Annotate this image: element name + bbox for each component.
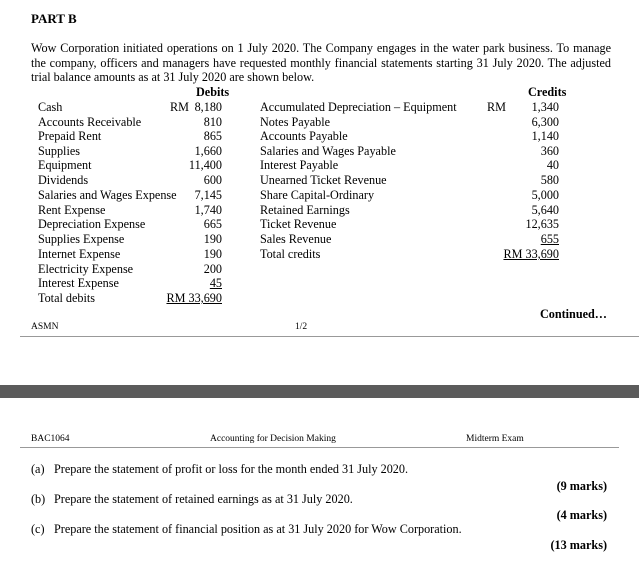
credit-amount: 12,635 <box>525 217 559 231</box>
debit-amount: 200 <box>203 262 222 276</box>
credit-name: Accounts Payable <box>260 129 348 143</box>
debits-header: Debits <box>196 85 230 99</box>
credit-name: Sales Revenue <box>260 232 332 246</box>
debit-amount: 810 <box>203 115 222 129</box>
debit-name: Accounts Receivable <box>38 115 142 129</box>
credit-name: Accumulated Depreciation – Equipment <box>260 100 457 114</box>
debit-amount: 865 <box>203 129 222 143</box>
debit-amount: 190 <box>203 232 222 246</box>
debit-name: Prepaid Rent <box>38 129 102 143</box>
debit-currency: RM <box>170 100 189 114</box>
debit-name: Electricity Expense <box>38 262 134 276</box>
credit-name: Notes Payable <box>260 115 331 129</box>
credit-amount: 6,300 <box>531 115 559 129</box>
question-text: Prepare the statement of financial position as at 31 July 2020 for Wow Corporation. <box>54 522 462 536</box>
debit-amount: 1,660 <box>194 144 222 158</box>
debit-name: Dividends <box>38 173 89 187</box>
debit-name: Supplies <box>38 144 80 158</box>
question-label: (b) <box>31 492 46 506</box>
debit-name: Cash <box>38 100 63 114</box>
question-label: (c) <box>31 522 45 536</box>
credit-currency: RM <box>487 100 506 114</box>
footer-rule <box>20 336 639 337</box>
question-marks: (9 marks) <box>556 479 607 493</box>
part-title: PART B <box>31 11 77 26</box>
credit-amount: 5,640 <box>531 203 559 217</box>
debit-amount: 190 <box>203 247 222 261</box>
debit-amount: 8,180 <box>194 100 222 114</box>
page-number: 1/2 <box>295 322 308 332</box>
debit-amount: 45 <box>209 276 222 290</box>
credit-name: Share Capital-Ordinary <box>260 188 375 202</box>
footer-initials: ASMN <box>31 322 59 332</box>
credit-amount: 580 <box>540 173 559 187</box>
debit-name: Equipment <box>38 158 92 172</box>
debits-total: RM 33,690 <box>166 291 222 305</box>
credits-total: RM 33,690 <box>503 247 559 261</box>
credit-amount: 5,000 <box>531 188 559 202</box>
debit-amount: 7,145 <box>194 188 222 202</box>
credit-amount: 1,140 <box>531 129 559 143</box>
credits-header: Credits <box>528 85 567 99</box>
debit-amount: 11,400 <box>188 158 222 172</box>
course-title: Accounting for Decision Making <box>210 434 336 444</box>
credit-name: Retained Earnings <box>260 203 350 217</box>
debit-name: Interest Expense <box>38 276 119 290</box>
debits-total-label: Total debits <box>38 291 96 305</box>
question-marks: (13 marks) <box>550 538 607 552</box>
debit-name: Internet Expense <box>38 247 121 261</box>
credit-name: Interest Payable <box>260 158 339 172</box>
continued-label: Continued… <box>539 307 607 321</box>
debit-name: Supplies Expense <box>38 232 125 246</box>
exam-type: Midterm Exam <box>466 434 524 444</box>
credit-amount: 360 <box>540 144 559 158</box>
credit-name: Ticket Revenue <box>260 217 337 231</box>
question-text: Prepare the statement of profit or loss for the month ended 31 July 2020. <box>54 462 409 476</box>
page-separator <box>0 385 639 398</box>
credits-total-label: Total credits <box>260 247 321 261</box>
intro-paragraph: Wow Corporation initiated operations on 1 July 2020. The Company engages in the water park business. To manage the company, officers and managers have requested monthly financial statements starting 31 July 2020. The adjusted trial balance amounts as at 31 July 2020 are shown below. <box>31 41 611 85</box>
course-code: BAC1064 <box>31 434 70 444</box>
credit-name: Unearned Ticket Revenue <box>260 173 387 187</box>
credit-amount: 1,340 <box>531 100 559 114</box>
credit-amount: 40 <box>546 158 559 172</box>
credit-name: Salaries and Wages Payable <box>260 144 396 158</box>
header-rule <box>20 447 619 448</box>
debit-name: Depreciation Expense <box>38 217 146 231</box>
debit-amount: 600 <box>203 173 222 187</box>
debit-amount: 665 <box>203 217 222 231</box>
debit-name: Rent Expense <box>38 203 106 217</box>
debit-amount: 1,740 <box>194 203 222 217</box>
debit-name: Salaries and Wages Expense <box>38 188 177 202</box>
question-marks: (4 marks) <box>556 508 607 522</box>
question-label: (a) <box>31 462 45 476</box>
question-text: Prepare the statement of retained earnings as at 31 July 2020. <box>54 492 353 506</box>
credit-amount: 655 <box>540 232 559 246</box>
